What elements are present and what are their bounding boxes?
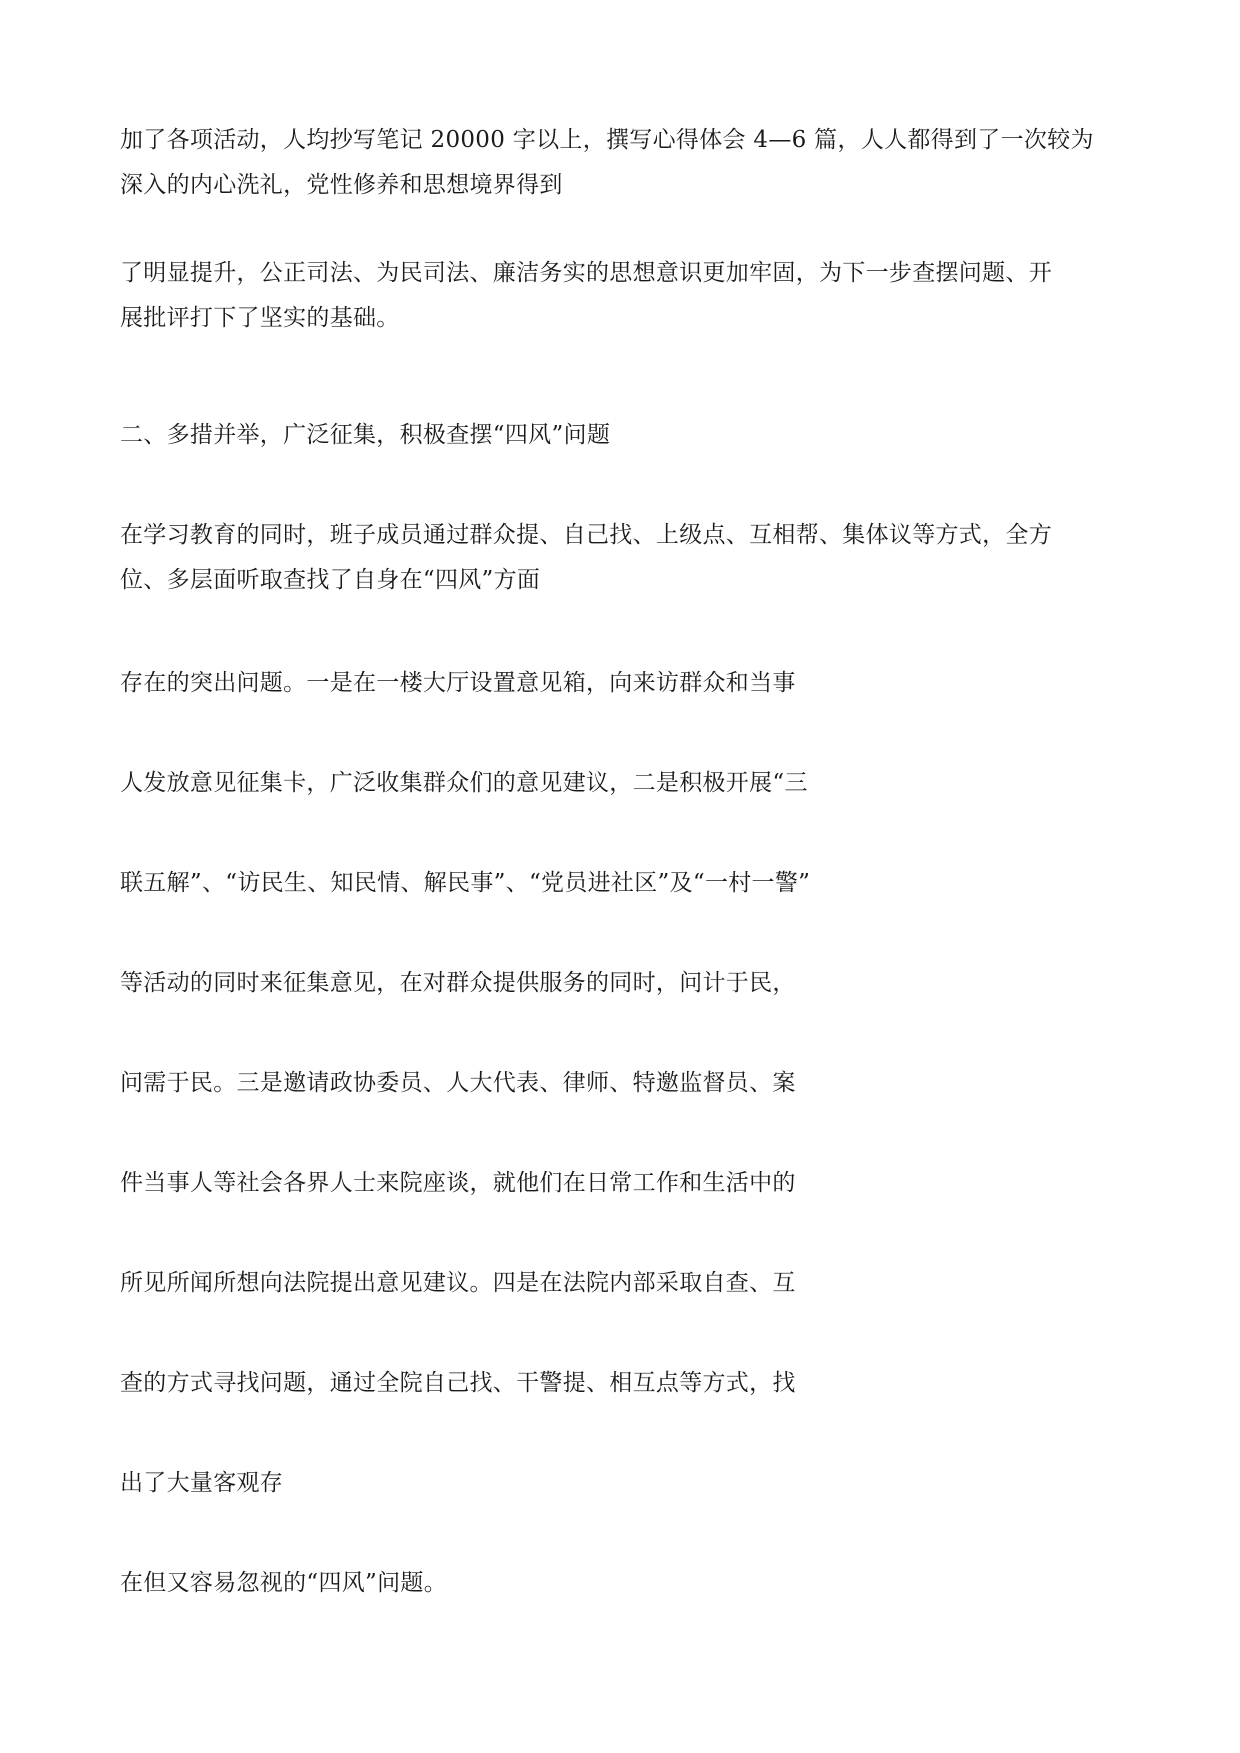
text-line: 出了大量客观存 bbox=[120, 1470, 284, 1496]
text-line: 问需于民。三是邀请政协委员、人大代表、律师、特邀监督员、案 bbox=[120, 1070, 796, 1096]
text-line: 存在的突出问题。一是在一楼大厅设置意见箱，向来访群众和当事 bbox=[120, 670, 796, 696]
text-line: 展批评打下了坚实的基础。 bbox=[120, 305, 400, 331]
text-line: 所见所闻所想向法院提出意见建议。四是在法院内部采取自查、互 bbox=[120, 1270, 796, 1296]
text-line: 深入的内心洗礼，党性修养和思想境界得到 bbox=[120, 172, 563, 198]
text-line: 在学习教育的同时，班子成员通过群众提、自己找、上级点、互相帮、集体议等方式，全方 bbox=[120, 522, 1052, 548]
text-line: 等活动的同时来征集意见，在对群众提供服务的同时，问计于民， bbox=[120, 970, 796, 996]
section-heading: 二、多措并举，广泛征集，积极查摆“四风”问题 bbox=[120, 422, 611, 448]
text-line: 在但又容易忽视的“四风”问题。 bbox=[120, 1570, 448, 1596]
text-line: 了明显提升，公正司法、为民司法、廉洁务实的思想意识更加牢固，为下一步查摆问题、开 bbox=[120, 260, 1052, 286]
text-line: 联五解”、“访民生、知民情、解民事”、“党员进社区”及“一村一警” bbox=[120, 870, 811, 896]
text-line: 查的方式寻找问题，通过全院自己找、干警提、相互点等方式，找 bbox=[120, 1370, 796, 1396]
text-line: 位、多层面听取查找了自身在“四风”方面 bbox=[120, 567, 541, 593]
text-line: 加了各项活动，人均抄写笔记 20000 字以上，撰写心得体会 4—6 篇，人人都得到了一次较为 bbox=[120, 127, 1094, 153]
text-line: 件当事人等社会各界人士来院座谈，就他们在日常工作和生活中的 bbox=[120, 1170, 796, 1196]
text-line: 人发放意见征集卡，广泛收集群众们的意见建议，二是积极开展“三 bbox=[120, 770, 808, 796]
